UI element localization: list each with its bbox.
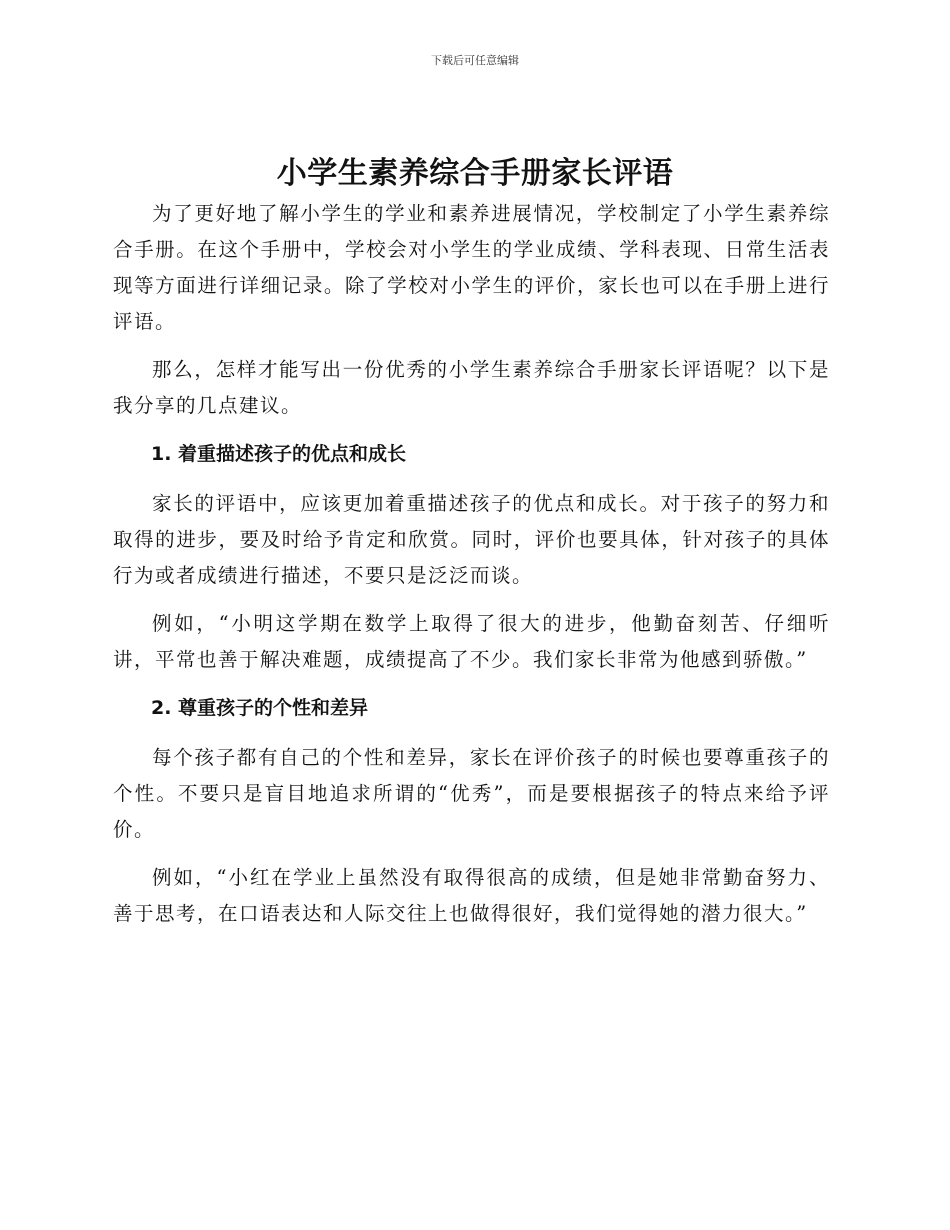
paragraph-question: 那么，怎样才能写出一份优秀的小学生素养综合手册家长评语呢？以下是我分享的几点建议。 [113, 358, 830, 417]
paragraph-section-2: 每个孩子都有自己的个性和差异，家长在评价孩子的时候也要尊重孩子的个性。不要只是盲目地追求所谓的“优秀”，而是要根据孩子的特点来给予评价。 [113, 746, 830, 841]
paragraph-section-1: 家长的评语中，应该更加着重描述孩子的优点和成长。对于孩子的努力和取得的进步，要及时给予肯定和欣赏。同时，评价也要具体，针对孩子的具体行为或者成绩进行描述，不要只是泛泛而谈。 [113, 492, 830, 587]
paragraph-example-2: 例如，“小红在学业上虽然没有取得很高的成绩，但是她非常勤奋努力、善于思考，在口语表达和人际交往上也做得很好，我们觉得她的潜力很大。” [113, 866, 830, 925]
section-heading-1: 1. 着重描述孩子的优点和成长 [151, 443, 407, 465]
paragraph-example-1: 例如，“小明这学期在数学上取得了很大的进步，他勤奋刻苦、仔细听讲，平常也善于解决难题，成绩提高了不少。我们家长非常为他感到骄傲。” [113, 612, 830, 671]
paragraph-intro: 为了更好地了解小学生的学业和素养进展情况，学校制定了小学生素养综合手册。在这个手册中，学校会对小学生的学业成绩、学科表现、日常生活表现等方面进行详细记录。除了学校对小学生的评价，家长也可以在手册上进行评语。 [113, 202, 830, 333]
document-title: 小学生素养综合手册家长评语 [276, 156, 674, 191]
header-note: 下载后可任意编辑 [431, 54, 519, 67]
section-heading-2: 2. 尊重孩子的个性和差异 [151, 697, 369, 719]
document-body [113, 196, 830, 944]
